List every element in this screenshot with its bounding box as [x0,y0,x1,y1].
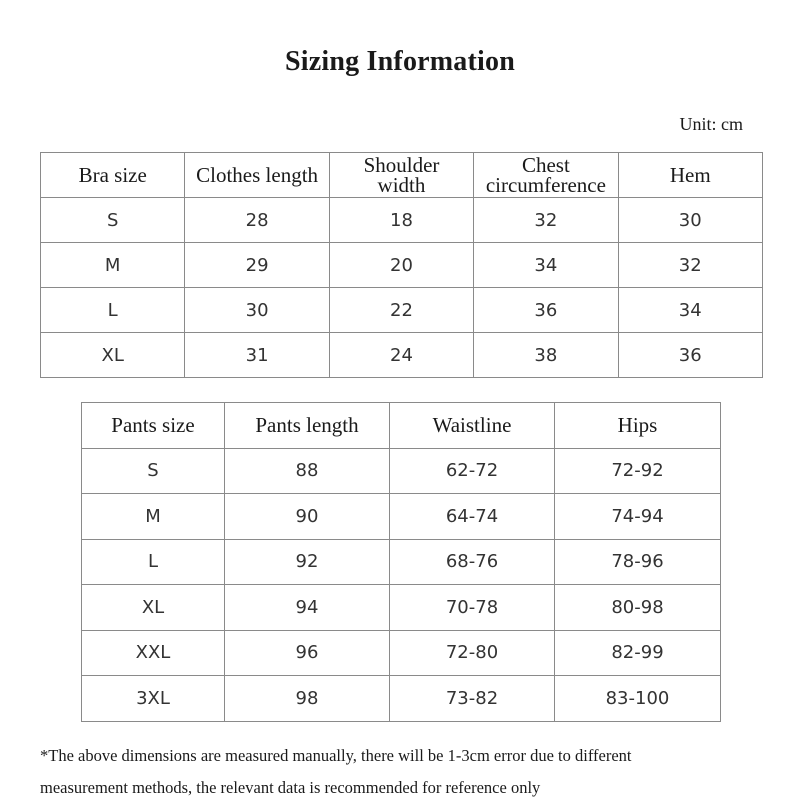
table-header-row [41,153,763,198]
table-cell: 82-99 [555,630,721,676]
table-cell: 64-74 [390,494,555,540]
table-cell: 90 [225,494,390,540]
table-cell: 80-98 [555,585,721,631]
table-cell: 62-72 [390,448,555,494]
table-cell: M [41,243,185,288]
note-line-2: measurement methods, the relevant data is recommended for reference only [40,778,541,797]
table-cell: L [82,539,225,585]
table-cell: 24 [329,333,473,378]
table-cell: 30 [618,198,762,243]
header-shoulder-width: Shoulder width [329,153,473,198]
table-row [41,333,763,378]
note-line-1: *The above dimensions are measured manually, there will be 1-3cm error due to different [40,746,632,765]
header-pants-size: Pants size [82,403,225,449]
table-cell: M [82,494,225,540]
table-cell: 96 [225,630,390,676]
page-title: Sizing Information [285,46,515,77]
table-cell: 18 [329,198,473,243]
pants-size-table [81,402,721,722]
table-cell: 36 [618,333,762,378]
table-row [82,676,721,722]
table-cell: 28 [185,198,329,243]
table-cell: 34 [618,288,762,333]
header-bra-size: Bra size [41,153,185,198]
table-cell: 36 [474,288,618,333]
table-cell: L [41,288,185,333]
table-header-row [82,403,721,449]
table-cell: XL [82,585,225,631]
table-cell: 3XL [82,676,225,722]
header-waistline: Waistline [390,403,555,449]
table-cell: 74-94 [555,494,721,540]
table-cell: 68-76 [390,539,555,585]
table-cell: 30 [185,288,329,333]
table-cell: 70-78 [390,585,555,631]
table-cell: S [82,448,225,494]
table-row [82,494,721,540]
table-cell: 32 [618,243,762,288]
table-row [82,630,721,676]
table-row [82,539,721,585]
table-cell: 88 [225,448,390,494]
table-cell: 98 [225,676,390,722]
unit-label: Unit: cm [679,114,743,134]
table-cell: 72-80 [390,630,555,676]
table-cell: XXL [82,630,225,676]
table-cell: 22 [329,288,473,333]
table-cell: 32 [474,198,618,243]
table-cell: 29 [185,243,329,288]
table-cell: 92 [225,539,390,585]
table-row [41,198,763,243]
table-cell: XL [41,333,185,378]
table-cell: 94 [225,585,390,631]
table-cell: 83-100 [555,676,721,722]
table-cell: 20 [329,243,473,288]
measurement-note [40,740,770,804]
table-row [41,243,763,288]
table-row [41,288,763,333]
header-hem: Hem [618,153,762,198]
bra-size-table [40,152,763,378]
table-cell: 34 [474,243,618,288]
table-cell: 31 [185,333,329,378]
table-cell: 72-92 [555,448,721,494]
header-chest-circumference: Chest circumference [474,153,618,198]
header-pants-length: Pants length [225,403,390,449]
table-row [82,585,721,631]
table-cell: 78-96 [555,539,721,585]
header-hips: Hips [555,403,721,449]
table-cell: S [41,198,185,243]
header-clothes-length: Clothes length [185,153,329,198]
table-cell: 38 [474,333,618,378]
table-cell: 73-82 [390,676,555,722]
table-row [82,448,721,494]
